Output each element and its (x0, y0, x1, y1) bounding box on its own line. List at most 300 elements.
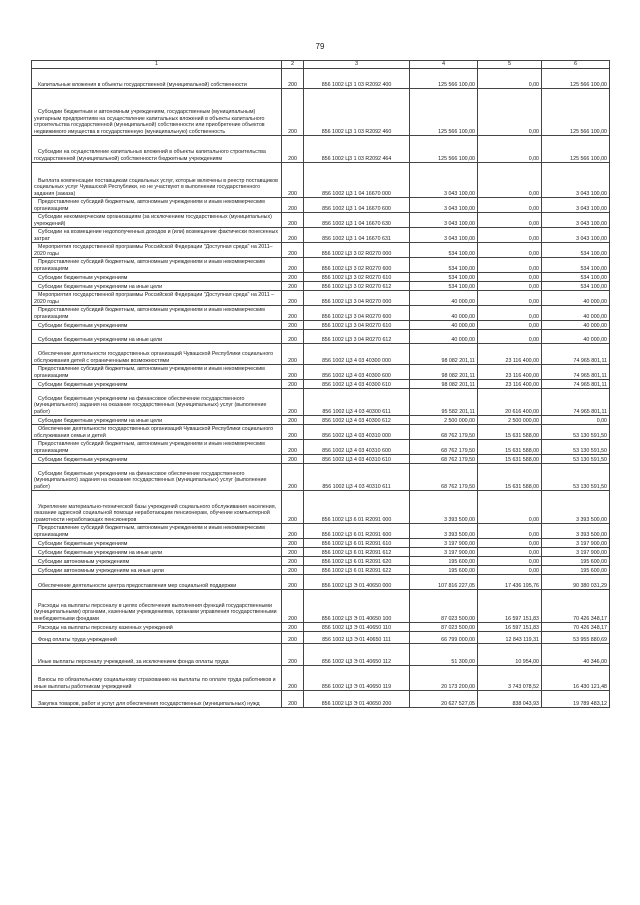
row-name-text: Субсидии бюджетным учреждениям (38, 322, 128, 329)
row-value-4-cell: 20 173 200,00 (410, 666, 478, 691)
row-name-text: Предоставление субсидий бюджетным, автономным учреждениям и иным некоммерческим организациям (34, 259, 265, 272)
row-code-cell: 856 1002 Ц3 6 01 R2091 610 (304, 539, 410, 548)
row-value-6-cell: 3 197 900,00 (542, 539, 610, 548)
row-value-5-cell: 0,00 (478, 539, 542, 548)
row-name-text: Субсидии бюджетным учреждениям (38, 456, 128, 463)
row-name-text: Субсидии на возмещение недополученных доходов и (или) возмещение фактически понесенных затрат (34, 229, 278, 242)
row-column-2-cell: 200 (282, 491, 304, 524)
row-code-cell: 856 1002 Ц3 1 04 16670 630 (304, 213, 410, 228)
row-code-cell: 856 1002 Ц3 4 03 40300 600 (304, 365, 410, 380)
row-name-cell (32, 321, 282, 330)
row-value-6-cell: 3 393 500,00 (542, 491, 610, 524)
table-row (32, 136, 610, 163)
row-column-2-cell: 200 (282, 198, 304, 213)
row-value-4-cell: 3 393 500,00 (410, 491, 478, 524)
row-value-6-cell: 53 130 591,50 (542, 425, 610, 440)
row-value-6-cell: 70 426 348,17 (542, 590, 610, 623)
row-value-4-cell: 66 799 000,00 (410, 632, 478, 644)
row-code-cell: 856 1002 Ц3 1 03 R2092 464 (304, 136, 410, 163)
table-row (32, 539, 610, 548)
row-code-cell: 856 1002 Ц3 6 01 R2091 620 (304, 557, 410, 566)
row-name-cell (32, 575, 282, 590)
row-value-4-cell: 3 197 900,00 (410, 539, 478, 548)
row-value-6-cell: 19 789 483,12 (542, 691, 610, 708)
row-name-text: Предоставление субсидий бюджетным, автономным учреждениям и иным некоммерческим организациям (34, 525, 265, 538)
row-name-text: Субсидии бюджетным учреждениям на иные цели (38, 417, 163, 424)
table-row (32, 455, 610, 464)
row-name-text: Субсидии бюджетным учреждениям на иные цели (38, 283, 163, 290)
row-code-cell: 856 1002 Ц3 Э 01 40650 119 (304, 666, 410, 691)
row-name-cell (32, 623, 282, 632)
row-column-2-cell: 200 (282, 282, 304, 291)
row-code-cell: 856 1002 Ц3 3 04 R0270 600 (304, 306, 410, 321)
row-column-2-cell: 200 (282, 416, 304, 425)
row-value-5-cell: 0,00 (478, 548, 542, 557)
row-name-cell (32, 539, 282, 548)
row-value-4-cell: 40 000,00 (410, 330, 478, 344)
row-name-cell (32, 136, 282, 163)
row-value-4-cell: 2 500 000,00 (410, 416, 478, 425)
table-row (32, 623, 610, 632)
row-value-4-cell: 534 100,00 (410, 243, 478, 258)
row-value-4-cell: 68 762 179,50 (410, 440, 478, 455)
row-value-4-cell: 20 627 527,05 (410, 691, 478, 708)
row-value-6-cell: 40 000,00 (542, 321, 610, 330)
table-row (32, 425, 610, 440)
row-name-cell (32, 306, 282, 321)
row-value-4-cell: 98 082 201,11 (410, 380, 478, 389)
row-value-5-cell: 0,00 (478, 306, 542, 321)
row-name-text: Обеспечение деятельности государственных организаций Чувашской Республики социального обслуживания детей с ограниченными возможностями (34, 351, 274, 364)
row-code-cell: 856 1002 Ц3 Э 01 40650 200 (304, 691, 410, 708)
row-value-6-cell: 53 955 880,69 (542, 632, 610, 644)
row-name-text: Субсидии бюджетным учреждениям на иные цели (38, 336, 163, 343)
row-code-cell: 856 1002 Ц3 3 04 R0270 000 (304, 291, 410, 306)
row-name-cell (32, 389, 282, 416)
row-value-5-cell: 0,00 (478, 273, 542, 282)
row-name-text: Обеспечение деятельности государственных организаций Чувашской Республики социального обслуживания семьи и детей (34, 426, 274, 439)
row-name-cell (32, 282, 282, 291)
column-header: 5 (478, 61, 542, 69)
row-value-4-cell: 95 582 201,11 (410, 389, 478, 416)
row-name-cell (32, 425, 282, 440)
row-value-6-cell: 3 043 100,00 (542, 228, 610, 243)
row-value-6-cell: 53 130 591,50 (542, 455, 610, 464)
row-value-5-cell: 16 597 151,83 (478, 623, 542, 632)
row-column-2-cell: 200 (282, 389, 304, 416)
row-value-4-cell: 87 023 500,00 (410, 623, 478, 632)
row-column-2-cell: 200 (282, 321, 304, 330)
row-name-text: Закупка товаров, работ и услуг для обеспечения государственных (муниципальных) нужд (38, 700, 260, 707)
row-value-4-cell: 3 197 900,00 (410, 548, 478, 557)
row-name-cell (32, 344, 282, 365)
row-name-text: Субсидии бюджетным учреждениям (38, 540, 128, 547)
row-name-text: Расходы на выплаты персоналу в целях обеспечения выполнения функций государственными (муниципальными) органами, казенными учреждениями, органами управления государственными внебюджетными фондами (34, 602, 277, 622)
row-code-cell: 856 1002 Ц3 4 03 40300 610 (304, 380, 410, 389)
row-code-cell: 856 1002 Ц3 1 04 16670 000 (304, 163, 410, 198)
table-row (32, 575, 610, 590)
row-value-5-cell: 15 631 588,00 (478, 425, 542, 440)
row-name-cell (32, 691, 282, 708)
row-column-2-cell: 200 (282, 380, 304, 389)
table-row (32, 306, 610, 321)
row-column-2-cell: 200 (282, 575, 304, 590)
row-value-5-cell: 0,00 (478, 557, 542, 566)
row-code-cell: 856 1002 Ц3 3 04 R0270 612 (304, 330, 410, 344)
row-code-cell: 856 1002 Ц3 Э 01 40650 000 (304, 575, 410, 590)
row-code-cell: 856 1002 Ц3 4 03 40310 610 (304, 455, 410, 464)
row-value-6-cell: 53 130 591,50 (542, 464, 610, 491)
row-value-6-cell: 534 100,00 (542, 282, 610, 291)
row-value-4-cell: 40 000,00 (410, 291, 478, 306)
row-name-text: Субсидии автономным учреждениям на иные цели (38, 567, 164, 574)
column-header: 1 (32, 61, 282, 69)
row-column-2-cell: 200 (282, 691, 304, 708)
table-row (32, 258, 610, 273)
row-column-2-cell: 200 (282, 566, 304, 575)
row-value-6-cell: 70 426 348,17 (542, 623, 610, 632)
row-column-2-cell: 200 (282, 273, 304, 282)
row-value-4-cell: 195 600,00 (410, 566, 478, 575)
row-name-cell (32, 566, 282, 575)
row-value-5-cell: 0,00 (478, 89, 542, 136)
row-column-2-cell: 200 (282, 464, 304, 491)
table-row (32, 491, 610, 524)
row-value-4-cell: 68 762 179,50 (410, 425, 478, 440)
row-name-cell (32, 228, 282, 243)
row-name-text: Субсидии бюджетным учреждениям на финансовое обеспечение государственного (муниципального) задания на оказание государственных (муниципальных) услуг (выполнение работ) (34, 470, 267, 490)
table-row (32, 89, 610, 136)
row-value-4-cell: 3 043 100,00 (410, 213, 478, 228)
table-row (32, 198, 610, 213)
table-row (32, 524, 610, 539)
row-name-cell (32, 440, 282, 455)
row-column-2-cell: 200 (282, 213, 304, 228)
table-row (32, 566, 610, 575)
row-code-cell: 856 1002 Ц3 4 03 40310 600 (304, 440, 410, 455)
row-name-text: Субсидии бюджетным учреждениям (38, 381, 128, 388)
row-value-4-cell: 125 566 100,00 (410, 89, 478, 136)
row-value-5-cell: 23 116 400,00 (478, 344, 542, 365)
row-name-text: Мероприятия государственной программы Российской Федерации "Доступная среда" на 2011 – 2020 годы (34, 292, 275, 305)
row-column-2-cell: 200 (282, 136, 304, 163)
table-row (32, 273, 610, 282)
row-name-cell (32, 557, 282, 566)
row-code-cell: 856 1002 Ц3 1 03 R2092 460 (304, 89, 410, 136)
row-code-cell: 856 1002 Ц3 3 02 R0270 000 (304, 243, 410, 258)
row-column-2-cell: 200 (282, 89, 304, 136)
row-column-2-cell: 200 (282, 623, 304, 632)
row-column-2-cell: 200 (282, 440, 304, 455)
row-name-cell (32, 273, 282, 282)
row-code-cell: 856 1002 Ц3 3 04 R0270 610 (304, 321, 410, 330)
row-column-2-cell: 200 (282, 228, 304, 243)
row-name-text: Обеспечение деятельности центра предоставления мер социальной поддержки (38, 582, 237, 589)
row-value-5-cell: 0,00 (478, 524, 542, 539)
row-column-2-cell: 200 (282, 306, 304, 321)
row-value-6-cell: 534 100,00 (542, 273, 610, 282)
row-value-4-cell: 98 082 201,11 (410, 365, 478, 380)
row-name-cell (32, 524, 282, 539)
table-row (32, 464, 610, 491)
row-value-6-cell: 3 197 900,00 (542, 548, 610, 557)
row-column-2-cell: 200 (282, 291, 304, 306)
column-header: 6 (542, 61, 610, 69)
row-value-5-cell: 2 500 000,00 (478, 416, 542, 425)
row-name-cell (32, 69, 282, 89)
table-row (32, 380, 610, 389)
row-value-6-cell: 125 566 100,00 (542, 69, 610, 89)
row-value-6-cell: 195 600,00 (542, 566, 610, 575)
table-row (32, 243, 610, 258)
row-name-cell (32, 213, 282, 228)
table-row (32, 344, 610, 365)
row-value-5-cell: 0,00 (478, 243, 542, 258)
table-row (32, 440, 610, 455)
row-value-5-cell: 0,00 (478, 258, 542, 273)
row-name-cell (32, 590, 282, 623)
row-value-5-cell: 23 116 400,00 (478, 380, 542, 389)
row-value-5-cell: 0,00 (478, 228, 542, 243)
row-value-4-cell: 125 566 100,00 (410, 69, 478, 89)
column-header: 2 (282, 61, 304, 69)
row-value-5-cell: 15 631 588,00 (478, 464, 542, 491)
row-code-cell: 856 1002 Ц3 1 04 16670 631 (304, 228, 410, 243)
table-row (32, 548, 610, 557)
row-name-text: Выплата компенсации поставщикам социальных услуг, которые включены в реестр поставщиков социальных услуг Чувашской Республики, но не участвуют в выполнении государственного задания (заказа) (34, 177, 278, 197)
row-value-6-cell: 40 000,00 (542, 330, 610, 344)
budget-table (31, 60, 610, 708)
row-name-text: Субсидии некоммерческим организациям (за исключением государственных (муниципальных) учреждений) (34, 214, 272, 227)
row-name-text: Взносы по обязательному социальному страхованию на выплаты по оплате труда работников и иные выплаты работникам учреждений (34, 677, 276, 690)
page-number: 79 (315, 42, 325, 51)
table-row (32, 365, 610, 380)
row-value-4-cell: 107 816 227,05 (410, 575, 478, 590)
row-code-cell: 856 1002 Ц3 4 03 40300 612 (304, 416, 410, 425)
row-value-6-cell: 0,00 (542, 416, 610, 425)
row-value-4-cell: 3 393 500,00 (410, 524, 478, 539)
row-column-2-cell: 200 (282, 455, 304, 464)
row-value-4-cell: 534 100,00 (410, 282, 478, 291)
row-value-5-cell: 10 954,00 (478, 644, 542, 666)
row-name-text: Укрепление материально-технической базы учреждений социального обслуживания населения, оказание адресной социальной помощи неработающим пенсионерам, обучение компьютерной грамотности неработающих пенсионеров (34, 503, 277, 523)
row-value-5-cell: 0,00 (478, 282, 542, 291)
row-value-6-cell: 125 566 100,00 (542, 89, 610, 136)
row-name-cell (32, 330, 282, 344)
row-value-5-cell: 15 631 588,00 (478, 440, 542, 455)
row-value-5-cell: 16 597 151,83 (478, 590, 542, 623)
row-value-6-cell: 3 043 100,00 (542, 213, 610, 228)
row-value-5-cell: 0,00 (478, 198, 542, 213)
row-column-2-cell: 200 (282, 548, 304, 557)
table-row (32, 69, 610, 89)
row-value-6-cell: 125 566 100,00 (542, 136, 610, 163)
row-code-cell: 856 1002 Ц3 3 02 R0270 610 (304, 273, 410, 282)
row-column-2-cell: 200 (282, 590, 304, 623)
row-name-cell (32, 548, 282, 557)
row-column-2-cell: 200 (282, 365, 304, 380)
row-column-2-cell: 200 (282, 632, 304, 644)
row-column-2-cell: 200 (282, 644, 304, 666)
row-column-2-cell: 200 (282, 243, 304, 258)
row-value-4-cell: 3 043 100,00 (410, 163, 478, 198)
row-value-6-cell: 53 130 591,50 (542, 440, 610, 455)
row-value-6-cell: 195 600,00 (542, 557, 610, 566)
row-value-5-cell: 0,00 (478, 566, 542, 575)
row-name-text: Фонд оплаты труда учреждений (38, 636, 117, 643)
row-name-text: Предоставление субсидий бюджетным, автономным учреждениям и иным некоммерческим организациям (34, 366, 265, 379)
row-name-text: Предоставление субсидий бюджетным, автономным учреждениям и иным некоммерческим организациям (34, 441, 265, 454)
row-column-2-cell: 200 (282, 330, 304, 344)
row-value-5-cell: 23 116 400,00 (478, 365, 542, 380)
row-value-5-cell: 20 616 400,00 (478, 389, 542, 416)
table-row (32, 416, 610, 425)
row-value-5-cell: 838 043,93 (478, 691, 542, 708)
row-value-5-cell: 0,00 (478, 69, 542, 89)
row-name-cell (32, 491, 282, 524)
row-name-text: Субсидии бюджетным и автономным учреждениям, государственным (муниципальным) унитарным предприятиям на осуществление капитальных вложений в объекты капитального строительства государственной (муниципальной) собственности или приобретение объектов недвижимого имущества в государственную (муниципальную) собственность (34, 109, 265, 135)
row-name-cell (32, 644, 282, 666)
column-header: 3 (304, 61, 410, 69)
row-code-cell: 856 1002 Ц3 Э 01 40650 111 (304, 632, 410, 644)
row-value-6-cell: 534 100,00 (542, 258, 610, 273)
row-value-4-cell: 68 762 179,50 (410, 464, 478, 491)
row-name-cell (32, 416, 282, 425)
row-column-2-cell: 200 (282, 425, 304, 440)
row-code-cell: 856 1002 Ц3 4 03 40310 000 (304, 425, 410, 440)
row-name-text: Предоставление субсидий бюджетным, автономным учреждениям и иным некоммерческим организациям (34, 307, 265, 320)
row-value-4-cell: 40 000,00 (410, 321, 478, 330)
row-name-text: Субсидии автономным учреждениям (38, 558, 130, 565)
row-column-2-cell: 200 (282, 69, 304, 89)
table-row (32, 291, 610, 306)
table-row (32, 557, 610, 566)
row-value-4-cell: 3 043 100,00 (410, 198, 478, 213)
row-code-cell: 856 1002 Ц3 6 01 R2091 612 (304, 548, 410, 557)
table-row (32, 163, 610, 198)
row-column-2-cell: 200 (282, 557, 304, 566)
row-code-cell: 856 1002 Ц3 6 01 R2091 000 (304, 491, 410, 524)
row-value-6-cell: 74 965 801,11 (542, 389, 610, 416)
row-value-4-cell: 195 600,00 (410, 557, 478, 566)
row-value-5-cell: 3 743 078,52 (478, 666, 542, 691)
row-name-text: Субсидии бюджетным учреждениям (38, 274, 128, 281)
row-value-6-cell: 3 043 100,00 (542, 163, 610, 198)
row-value-6-cell: 74 965 801,11 (542, 344, 610, 365)
row-code-cell: 856 1002 Ц3 3 02 R0270 612 (304, 282, 410, 291)
row-value-4-cell: 68 762 179,50 (410, 455, 478, 464)
row-name-cell (32, 365, 282, 380)
row-name-text: Капитальные вложения в объекты государственной (муниципальной) собственности (38, 81, 247, 88)
row-code-cell: 856 1002 Ц3 6 01 R2091 622 (304, 566, 410, 575)
row-name-cell (32, 632, 282, 644)
row-name-cell (32, 163, 282, 198)
row-code-cell: 856 1002 Ц3 4 03 40310 611 (304, 464, 410, 491)
row-name-cell (32, 464, 282, 491)
row-column-2-cell: 200 (282, 666, 304, 691)
row-name-cell (32, 291, 282, 306)
table-row (32, 644, 610, 666)
row-code-cell: 856 1002 Ц3 6 01 R2091 600 (304, 524, 410, 539)
row-value-6-cell: 40 000,00 (542, 291, 610, 306)
row-column-2-cell: 200 (282, 524, 304, 539)
row-column-2-cell: 200 (282, 163, 304, 198)
row-column-2-cell: 200 (282, 258, 304, 273)
row-code-cell: 856 1002 Ц3 4 03 40300 000 (304, 344, 410, 365)
row-code-cell: 856 1002 Ц3 3 02 R0270 600 (304, 258, 410, 273)
row-value-6-cell: 40 000,00 (542, 306, 610, 321)
table-row (32, 282, 610, 291)
row-value-5-cell: 0,00 (478, 163, 542, 198)
column-header: 4 (410, 61, 478, 69)
row-code-cell: 856 1002 Ц3 Э 01 40650 112 (304, 644, 410, 666)
row-value-5-cell: 17 436 195,76 (478, 575, 542, 590)
row-value-6-cell: 3 043 100,00 (542, 198, 610, 213)
row-name-cell (32, 198, 282, 213)
row-value-4-cell: 51 300,00 (410, 644, 478, 666)
row-name-text: Субсидии на осуществление капитальных вложений в объекты капитального строительства государственной (муниципальной) собственности бюджетным учреждениям (34, 149, 266, 162)
row-value-6-cell: 40 346,00 (542, 644, 610, 666)
row-name-text: Предоставление субсидий бюджетным, автономным учреждениям и иным некоммерческим организациям (34, 199, 265, 212)
row-value-4-cell: 534 100,00 (410, 273, 478, 282)
row-name-text: Расходы на выплаты персоналу казенных учреждений (38, 624, 173, 631)
row-name-text: Иные выплаты персоналу учреждений, за исключением фонда оплаты труда (38, 658, 229, 665)
row-value-5-cell: 0,00 (478, 491, 542, 524)
table-row (32, 330, 610, 344)
row-value-6-cell: 534 100,00 (542, 243, 610, 258)
row-value-4-cell: 98 082 201,11 (410, 344, 478, 365)
row-name-text: Субсидии бюджетным учреждениям на финансовое обеспечение государственного (муниципального) задания на оказание государственных (муниципальных) услуг (выполнение работ) (34, 395, 267, 415)
row-value-5-cell: 0,00 (478, 213, 542, 228)
table-row (32, 321, 610, 330)
row-value-4-cell: 3 043 100,00 (410, 228, 478, 243)
row-value-4-cell: 534 100,00 (410, 258, 478, 273)
table-header-row (32, 61, 610, 69)
row-value-5-cell: 12 843 119,31 (478, 632, 542, 644)
table-row (32, 228, 610, 243)
row-value-5-cell: 0,00 (478, 291, 542, 306)
row-name-text: Субсидии бюджетным учреждениям на иные цели (38, 549, 163, 556)
budget-table-body (32, 61, 610, 708)
row-code-cell: 856 1002 Ц3 4 03 40300 611 (304, 389, 410, 416)
row-value-5-cell: 0,00 (478, 136, 542, 163)
row-value-4-cell: 40 000,00 (410, 306, 478, 321)
row-value-6-cell: 74 965 801,11 (542, 365, 610, 380)
row-code-cell: 856 1002 Ц3 1 04 16670 600 (304, 198, 410, 213)
row-value-6-cell: 16 430 121,48 (542, 666, 610, 691)
row-value-4-cell: 87 023 500,00 (410, 590, 478, 623)
row-code-cell: 856 1002 Ц3 Э 01 40650 110 (304, 623, 410, 632)
table-row (32, 213, 610, 228)
row-value-5-cell: 0,00 (478, 321, 542, 330)
row-column-2-cell: 200 (282, 539, 304, 548)
row-name-cell (32, 380, 282, 389)
row-column-2-cell: 200 (282, 344, 304, 365)
row-code-cell: 856 1002 Ц3 1 03 R2092 400 (304, 69, 410, 89)
row-value-4-cell: 125 566 100,00 (410, 136, 478, 163)
row-value-6-cell: 74 965 801,11 (542, 380, 610, 389)
row-value-6-cell: 90 380 031,29 (542, 575, 610, 590)
row-value-5-cell: 15 631 588,00 (478, 455, 542, 464)
row-name-cell (32, 89, 282, 136)
row-name-cell (32, 666, 282, 691)
row-name-cell (32, 455, 282, 464)
table-row (32, 666, 610, 691)
table-row (32, 691, 610, 708)
row-value-6-cell: 3 393 500,00 (542, 524, 610, 539)
table-row (32, 389, 610, 416)
table-row (32, 632, 610, 644)
